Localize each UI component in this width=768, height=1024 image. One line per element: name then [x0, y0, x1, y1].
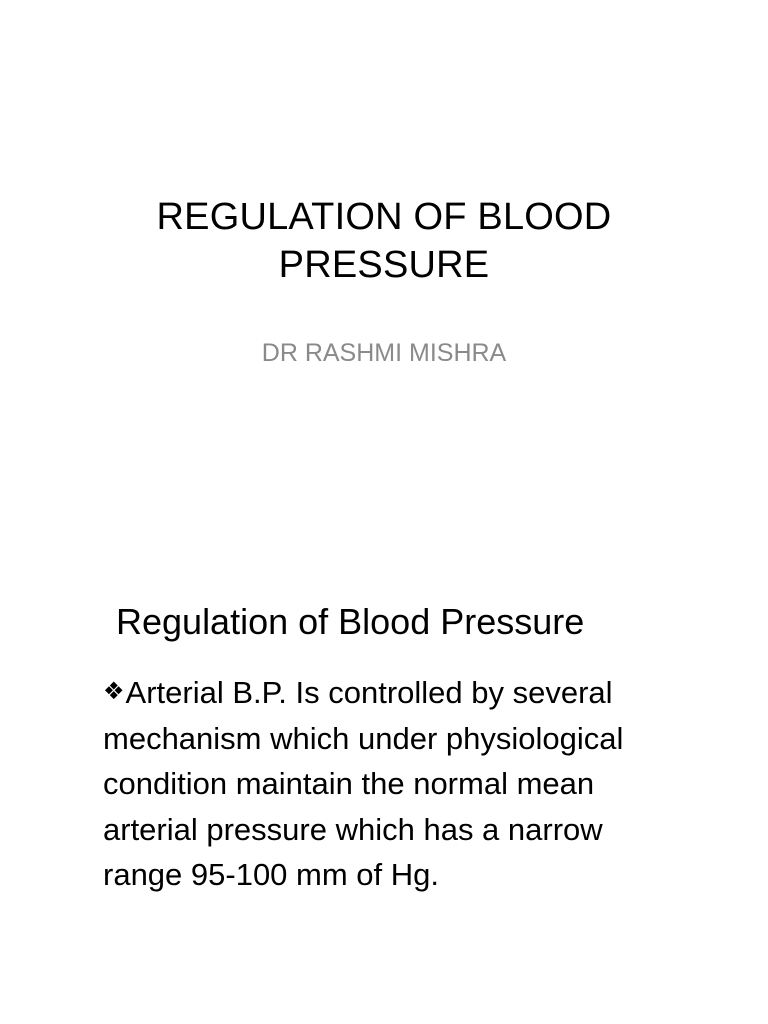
slide-title: [0, 193, 768, 289]
bullet-line-4: arterial pressure which has a narrow: [103, 811, 603, 847]
author-subtitle: DR RASHMI MISHRA: [261, 339, 507, 367]
bullet-line-3: condition maintain the normal mean: [103, 766, 595, 801]
diamond-bullet-icon: ❖: [103, 678, 125, 705]
bullet-text-1: Arterial B.P. Is controlled by several: [125, 675, 613, 710]
content-heading: Regulation of Blood Pressure: [116, 601, 585, 642]
bullet-line-2: mechanism which under physiological: [103, 720, 624, 756]
slide-title-line-1: REGULATION OF BLOOD: [156, 196, 612, 238]
content-slide: [0, 512, 768, 1024]
bullet-line-5: range 95-100 mm of Hg.: [103, 857, 440, 892]
bullet-line-1: [103, 669, 743, 716]
slide-title-line-2: PRESSURE: [278, 244, 490, 286]
bullet-paragraph: [103, 669, 743, 898]
